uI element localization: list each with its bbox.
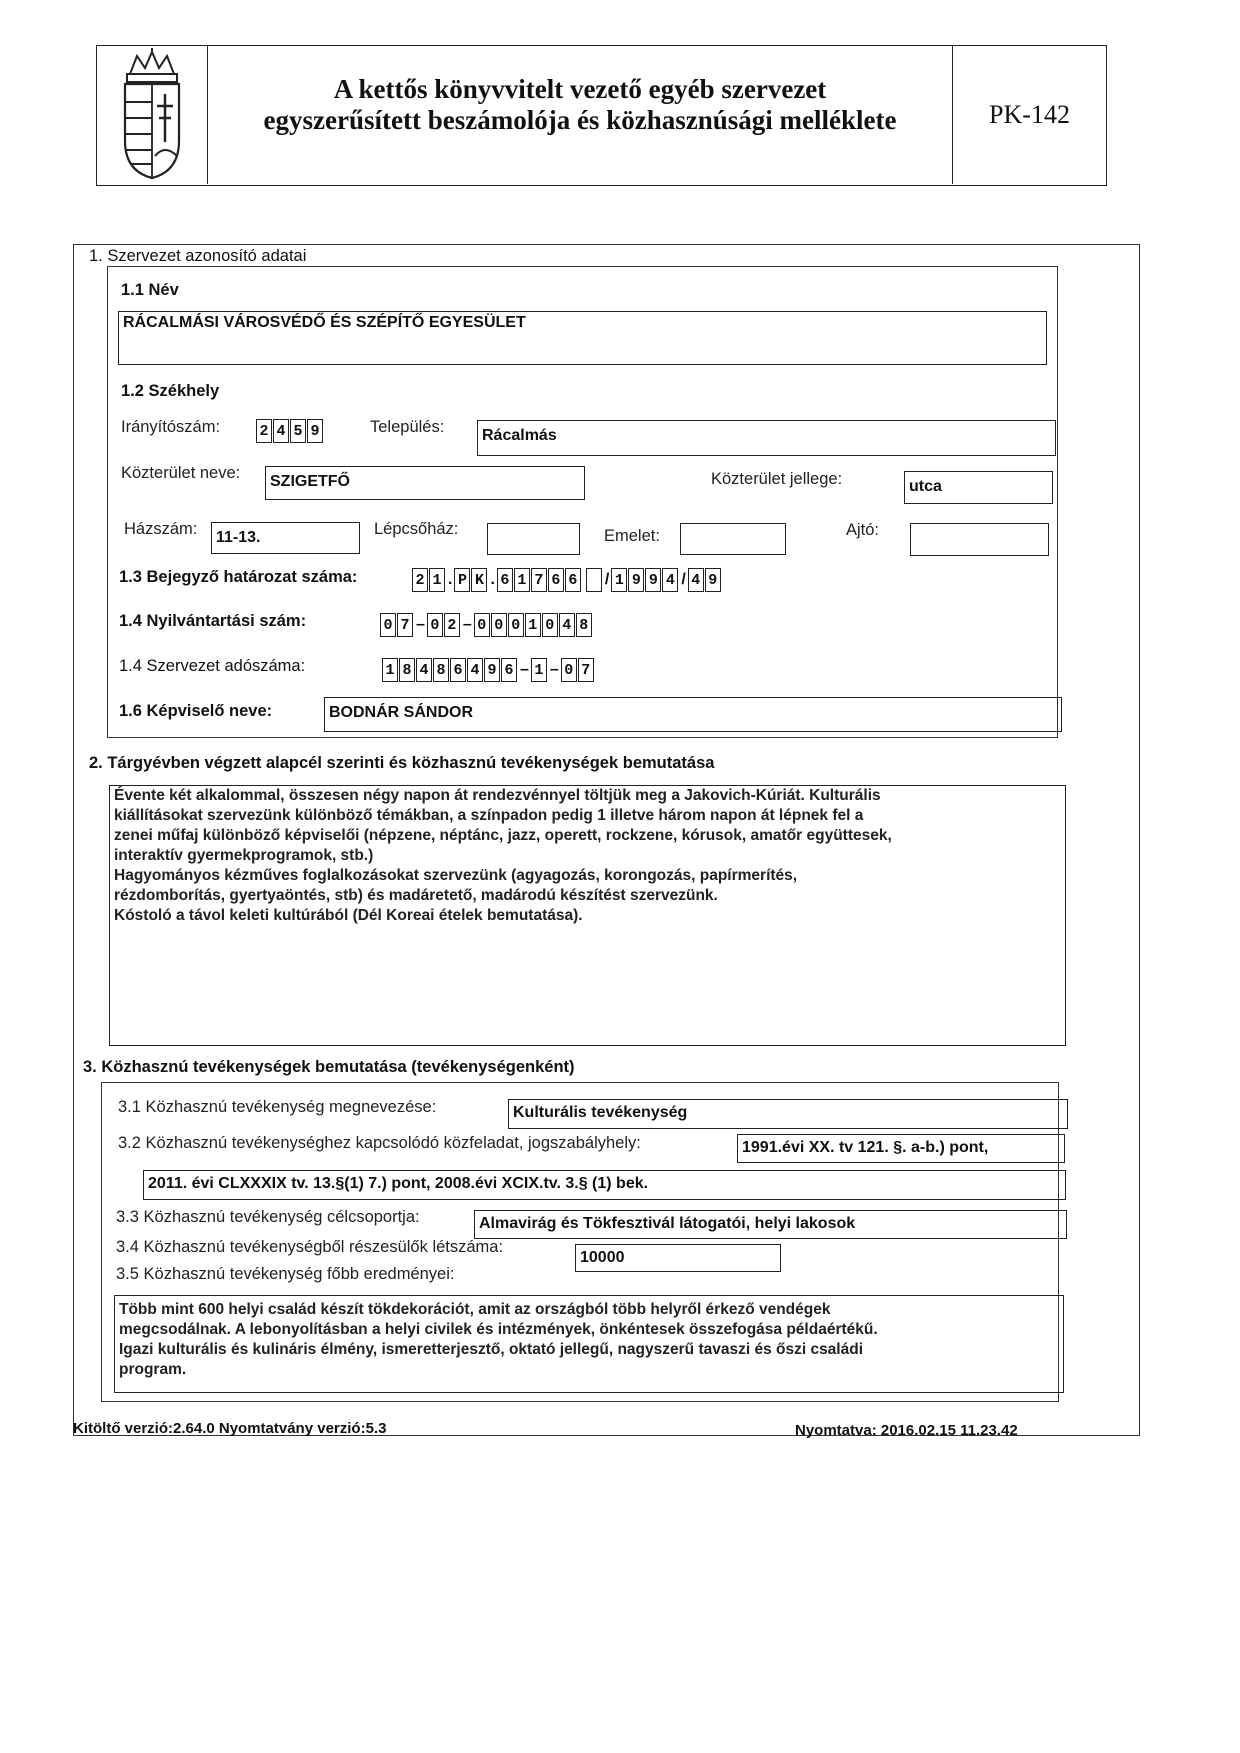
law-field-2[interactable]: 2011. évi CLXXXIX tv. 13.§(1) 7.) pont, 2008.évi XCIX.tv. 3.§ (1) bek. xyxy=(143,1170,1066,1200)
results-label: 3.5 Közhasznú tevékenység főbb eredményei: xyxy=(116,1265,455,1283)
stair-field[interactable] xyxy=(487,523,580,555)
rep-field[interactable]: BODNÁR SÁNDOR xyxy=(324,697,1062,732)
decision-label: 1.3 Bejegyző határozat száma: xyxy=(119,568,358,586)
reg-digit: 0 xyxy=(474,613,490,637)
tax-label: 1.4 Szervezet adószáma: xyxy=(119,657,306,675)
decision-digit-empty xyxy=(586,568,602,592)
section2-line: rézdomborítás, gyertyaöntés, stb) és madáretető, madárodú készítést szervezünk. xyxy=(114,887,718,904)
zip-digit: 9 xyxy=(307,419,323,443)
decision-digit: 4 xyxy=(662,568,678,592)
decision-separator: . xyxy=(490,571,495,588)
count-field[interactable]: 10000 xyxy=(575,1244,781,1272)
results-text[interactable] xyxy=(114,1295,1064,1393)
house-label: Házszám: xyxy=(124,520,198,538)
tax-digit: 1 xyxy=(531,658,547,682)
street-type-field[interactable]: utca xyxy=(904,471,1053,504)
section2-line: zenei műfaj különböző képviselői (népzene, néptánc, jazz, operett, rockzene, kórusok, amatőr együttesek, xyxy=(114,827,892,844)
decision-digit: 9 xyxy=(628,568,644,592)
tax-separator: – xyxy=(520,661,529,678)
decision-separator: . xyxy=(448,571,453,588)
form-header xyxy=(96,45,1107,186)
law-field-1[interactable]: 1991.évi XX. tv 121. §. a-b.) pont, xyxy=(737,1134,1065,1163)
decision-digit: 6 xyxy=(497,568,513,592)
tax-digit: 4 xyxy=(416,658,432,682)
reg-digit: 0 xyxy=(380,613,396,637)
activity-field[interactable]: Kulturális tevékenység xyxy=(508,1099,1068,1129)
form-title-line2: egyszerűsített beszámolója és közhasznúsági melléklete xyxy=(263,105,897,135)
results-line: program. xyxy=(119,1361,187,1378)
reg-digit: 4 xyxy=(559,613,575,637)
zip-digit: 4 xyxy=(273,419,289,443)
city-field[interactable]: Rácalmás xyxy=(477,420,1056,456)
door-field[interactable] xyxy=(910,523,1049,556)
reg-digit: 1 xyxy=(525,613,541,637)
zip-digit: 2 xyxy=(256,419,272,443)
footer-printed: Nyomtatva: 2016.02.15 11.23.42 xyxy=(795,1422,1018,1439)
section1-title: 1. Szervezet azonosító adatai xyxy=(89,247,307,265)
name-label: 1.1 Név xyxy=(121,281,179,299)
decision-digit: 2 xyxy=(412,568,428,592)
street-field[interactable]: SZIGETFŐ xyxy=(265,466,585,500)
section3-title: 3. Közhasznú tevékenységek bemutatása (tevékenységenként) xyxy=(83,1058,575,1076)
reg-field[interactable] xyxy=(380,612,593,638)
door-label: Ajtó: xyxy=(846,521,880,539)
rep-label: 1.6 Képviselő neve: xyxy=(119,702,273,720)
decision-digit: 7 xyxy=(531,568,547,592)
law-label: 3.2 Közhasznú tevékenységhez kapcsolódó közfeladat, jogszabályhely: xyxy=(118,1134,641,1152)
decision-digit: 1 xyxy=(514,568,530,592)
reg-digit: 0 xyxy=(542,613,558,637)
street-label: Közterület neve: xyxy=(121,464,241,482)
target-label: 3.3 Közhasznú tevékenység célcsoportja: xyxy=(116,1208,420,1226)
decision-separator: / xyxy=(604,571,610,588)
city-label: Település: xyxy=(370,418,445,436)
reg-digit: 7 xyxy=(397,613,413,637)
section2-title: 2. Tárgyévben végzett alapcél szerinti és közhasznú tevékenységek bemutatása xyxy=(89,754,715,772)
decision-separator: / xyxy=(681,571,686,588)
street-type-label: Közterület jellege: xyxy=(711,470,843,488)
reg-digit: 2 xyxy=(444,613,460,637)
floor-field[interactable] xyxy=(680,523,786,555)
reg-separator: – xyxy=(462,616,472,633)
decision-digit: 4 xyxy=(688,568,704,592)
tax-digit: 1 xyxy=(382,658,398,682)
decision-digit: 1 xyxy=(429,568,445,592)
decision-digit: P xyxy=(454,568,470,592)
form-title xyxy=(209,74,951,136)
name-field[interactable]: RÁCALMÁSI VÁROSVÉDŐ ÉS SZÉPÍTŐ EGYESÜLET xyxy=(118,311,1047,365)
section2-line: kiállításokat szervezünk különböző témákban, a színpadon pedig 1 illetve három napon át lépnek fel a xyxy=(114,807,864,824)
tax-separator: – xyxy=(549,661,559,678)
results-line: Igazi kulturális és kulináris élmény, ismeretterjesztő, oktató jellegű, nagyszerű tavaszi és őszi családi xyxy=(119,1341,864,1358)
reg-separator: – xyxy=(416,616,425,633)
activity-label: 3.1 Közhasznú tevékenység megnevezése: xyxy=(118,1098,437,1116)
section2-line: Kóstoló a távol keleti kultúrából (Dél Koreai ételek bemutatása). xyxy=(114,907,583,924)
count-label: 3.4 Közhasznú tevékenységből részesülők létszáma: xyxy=(116,1238,504,1256)
section2-line: Évente két alkalommal, összesen négy napon át rendezvénnyel töltjük meg a Jakovich-Kúriát. Kulturális xyxy=(114,787,881,804)
decision-digit: 9 xyxy=(645,568,661,592)
reg-digit: 0 xyxy=(491,613,507,637)
section2-line: interaktív gyermekprogramok, stb.) xyxy=(114,847,374,864)
form-title-line1: A kettős könyvvitelt vezető egyéb szervezet xyxy=(333,74,827,104)
reg-digit: 8 xyxy=(576,613,592,637)
reg-label: 1.4 Nyilvántartási szám: xyxy=(119,612,307,630)
stair-label: Lépcsőház: xyxy=(374,520,459,538)
tax-digit: 0 xyxy=(561,658,577,682)
decision-digit: 1 xyxy=(611,568,627,592)
section2-text[interactable] xyxy=(109,785,1066,1046)
tax-digit: 4 xyxy=(467,658,483,682)
floor-label: Emelet: xyxy=(604,527,660,545)
decision-digit: K xyxy=(471,568,487,592)
section2-line: Hagyományos kézműves foglalkozásokat szervezünk (agyagozás, korongozás, papírmerítés, xyxy=(114,867,798,884)
target-field[interactable]: Almavirág és Tökfesztivál látogatói, helyi lakosok xyxy=(474,1210,1067,1239)
footer-version: Kitöltő verzió:2.64.0 Nyomtatvány verzió:5.3 xyxy=(73,1420,387,1437)
tax-digit: 6 xyxy=(501,658,517,682)
form-code: PK-142 xyxy=(952,46,1106,184)
tax-digit: 9 xyxy=(484,658,500,682)
decision-digit: 6 xyxy=(548,568,564,592)
decision-field[interactable] xyxy=(412,567,722,593)
tax-digit: 8 xyxy=(399,658,415,682)
tax-digit: 6 xyxy=(450,658,466,682)
tax-digit: 8 xyxy=(433,658,449,682)
reg-digit: 0 xyxy=(508,613,524,637)
decision-digit: 6 xyxy=(565,568,581,592)
tax-field[interactable] xyxy=(382,657,595,683)
coat-of-arms-icon xyxy=(97,46,208,184)
tax-digit: 7 xyxy=(578,658,594,682)
decision-digit: 9 xyxy=(705,568,721,592)
reg-digit: 0 xyxy=(427,613,443,637)
seat-label: 1.2 Székhely xyxy=(121,382,220,400)
zip-digit: 5 xyxy=(290,419,306,443)
zip-field[interactable] xyxy=(256,418,324,444)
zip-label: Irányítószám: xyxy=(121,418,221,436)
results-line: megcsodálnak. A lebonyolításban a helyi civilek és intézmények, önkéntesek összefogása példaértékű. xyxy=(119,1321,878,1338)
house-field[interactable]: 11-13. xyxy=(211,522,360,554)
results-line: Több mint 600 helyi család készít tökdekorációt, amit az országból több helyről érkező vendégek xyxy=(119,1301,831,1318)
